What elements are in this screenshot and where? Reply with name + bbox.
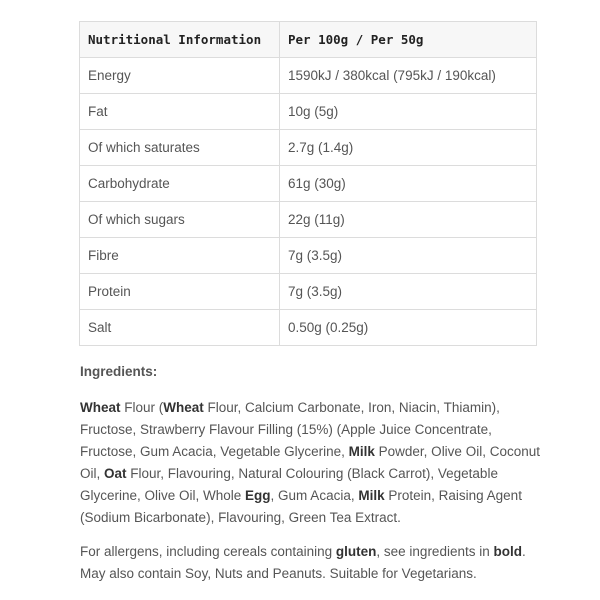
- nutrition-table: [79, 21, 537, 346]
- nutrition-header-label: Nutritional Information: [80, 22, 280, 58]
- allergen-text: , see ingredients in: [376, 544, 494, 559]
- ingredient-allergen: Wheat: [80, 400, 121, 415]
- ingredient-text: Powder, Olive Oil, Coconut Oil,: [80, 444, 540, 481]
- nutrient-value: 0.50g (0.25g): [280, 310, 537, 346]
- nutrient-label: Energy: [80, 58, 280, 94]
- nutrition-header-value: Per 100g / Per 50g: [280, 22, 537, 58]
- allergen-text: . May also contain Soy, Nuts and Peanuts. Suitable for Vegetarians.: [80, 544, 526, 581]
- nutrition-row: [80, 202, 537, 238]
- nutrient-label: Of which saturates: [80, 130, 280, 166]
- ingredient-allergen: Milk: [358, 488, 385, 503]
- ingredient-allergen: Oat: [104, 466, 127, 481]
- nutrition-row: [80, 274, 537, 310]
- nutrient-label: Fat: [80, 94, 280, 130]
- nutrient-value: 7g (3.5g): [280, 274, 537, 310]
- nutrient-value: 7g (3.5g): [280, 238, 537, 274]
- nutrition-header-row: [80, 22, 537, 58]
- ingredient-text: Protein, Raising Agent (Sodium Bicarbonate), Flavouring, Green Tea Extract.: [80, 488, 522, 525]
- nutrient-value: 2.7g (1.4g): [280, 130, 537, 166]
- ingredient-allergen: Egg: [245, 488, 271, 503]
- ingredient-allergen: Milk: [348, 444, 375, 459]
- allergen-text: For allergens, including cereals containing: [80, 544, 336, 559]
- nutrient-label: Salt: [80, 310, 280, 346]
- nutrition-row: [80, 94, 537, 130]
- nutrient-label: Of which sugars: [80, 202, 280, 238]
- ingredient-text: , Gum Acacia,: [270, 488, 359, 503]
- nutrition-row: [80, 58, 537, 94]
- ingredient-text: Flour (: [120, 400, 164, 415]
- ingredient-allergen: Wheat: [163, 400, 204, 415]
- nutrient-value: 61g (30g): [280, 166, 537, 202]
- ingredient-text: Flour, Calcium Carbonate, Iron, Niacin, Thiamin), Fructose, Strawberry Flavour Filling (15%) (Apple Juice Concentrate, Fructose, Gum Acacia, Vegetable Glycerine,: [80, 400, 500, 459]
- allergen-keyword: gluten: [335, 544, 377, 559]
- ingredients-text: [80, 397, 540, 529]
- nutrient-label: Protein: [80, 274, 280, 310]
- nutrition-row: [80, 166, 537, 202]
- nutrient-value: 22g (11g): [280, 202, 537, 238]
- nutrient-value: 10g (5g): [280, 94, 537, 130]
- ingredient-text: Flour, Flavouring, Natural Colouring (Black Carrot), Vegetable Glycerine, Olive Oil, Whole: [80, 466, 498, 503]
- nutrient-value: 1590kJ / 380kcal (795kJ / 190kcal): [280, 58, 537, 94]
- nutrition-row: [80, 310, 537, 346]
- nutrient-label: Carbohydrate: [80, 166, 280, 202]
- allergen-keyword: bold: [493, 544, 522, 559]
- nutrition-row: [80, 238, 537, 274]
- allergen-statement: [80, 541, 540, 585]
- nutrient-label: Fibre: [80, 238, 280, 274]
- ingredients-heading: Ingredients:: [80, 364, 158, 379]
- nutrition-row: [80, 130, 537, 166]
